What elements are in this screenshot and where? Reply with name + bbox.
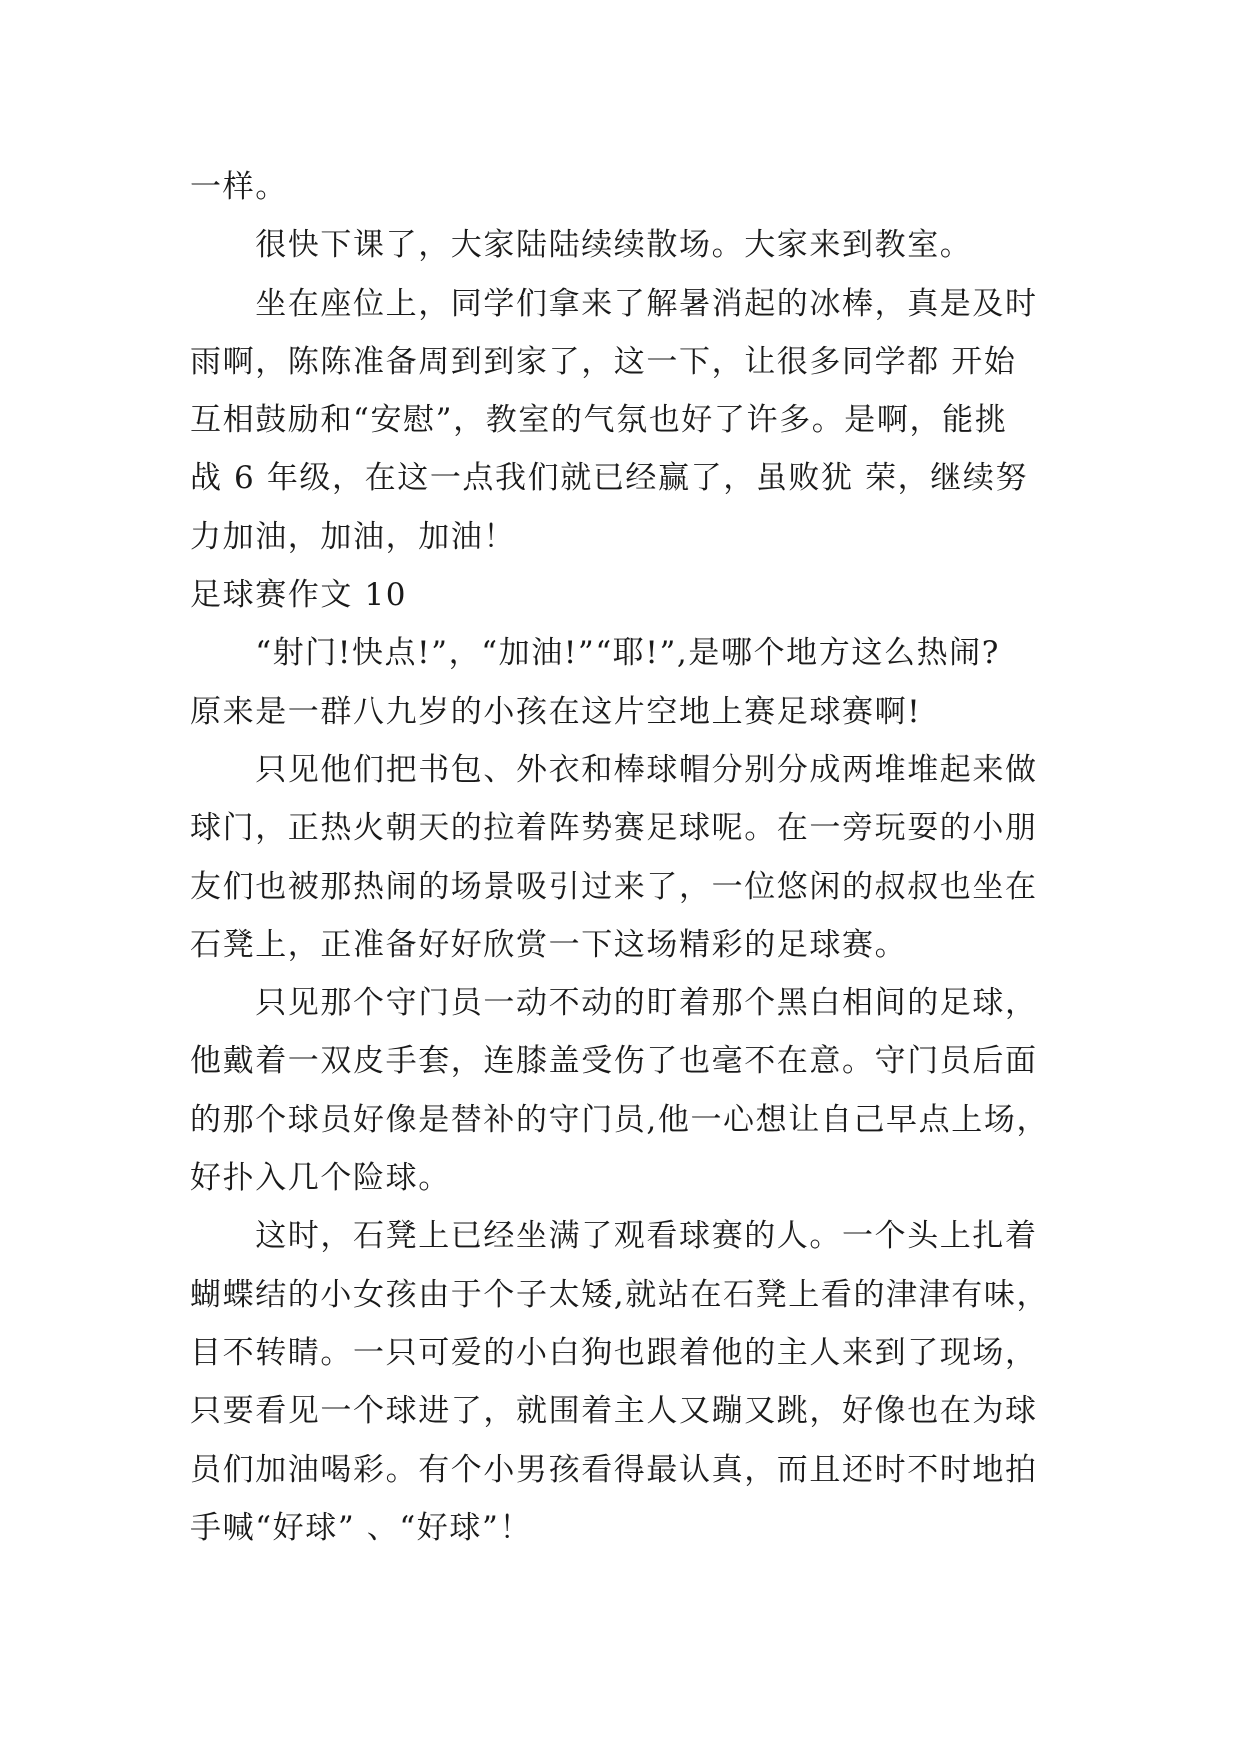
text-line: “射门!快点!”，“加油!”“耶!”,是哪个地方这么热闹? [190, 635, 1000, 672]
text-line: 只见那个守门员一动不动的盯着那个黑白相间的足球， [190, 985, 1038, 1022]
text-line: 一样。 [190, 169, 288, 205]
text-line: 球门，正热火朝天的拉着阵势赛足球呢。在一旁玩耍的小朋 [190, 810, 1038, 847]
text-line: 友们也被那热闹的场景吸引过来了，一位悠闲的叔叔也坐在 [190, 868, 1038, 905]
text-line: 只见他们把书包、外衣和棒球帽分别分成两堆堆起来做 [190, 751, 1038, 788]
essay-text [190, 158, 1060, 1557]
section-title: 足球赛作文 10 [190, 577, 408, 614]
text-line: 蝴蝶结的小女孩由于个子太矮,就站在石凳上看的津津有味， [190, 1276, 1050, 1313]
text-line: 好扑入几个险球。 [190, 1160, 451, 1197]
text-line: 原来是一群八九岁的小孩在这片空地上赛足球赛啊! [190, 693, 922, 730]
text-line: 目不转睛。一只可爱的小白狗也跟着他的主人来到了现场， [190, 1334, 1038, 1371]
text-line: 员们加油喝彩。有个小男孩看得最认真，而且还时不时地拍 [190, 1451, 1038, 1488]
text-line: 他戴着一双皮手套，连膝盖受伤了也毫不在意。守门员后面 [190, 1043, 1038, 1080]
text-line: 坐在座位上，同学们拿来了解暑消起的冰棒，真是及时 [190, 285, 1038, 322]
text-line: 的那个球员好像是替补的守门员,他一心想让自己早点上场， [190, 1101, 1050, 1138]
text-line: 手喊“好球” 、“好球”！ [190, 1509, 533, 1546]
text-line: 互相鼓励和“安慰”，教室的气氛也好了许多。是啊，能挑 [190, 402, 1008, 439]
text-line: 力加油，加油，加油！ [190, 518, 516, 555]
text-line: 石凳上，正准备好好欣赏一下这场精彩的足球赛。 [190, 926, 908, 963]
text-line: 雨啊，陈陈准备周到到家了，这一下，让很多同学都 开始 [190, 343, 1017, 380]
text-line: 这时，石凳上已经坐满了观看球赛的人。一个头上扎着 [190, 1218, 1038, 1255]
text-line: 很快下课了，大家陆陆续续散场。大家来到教室。 [190, 227, 973, 264]
text-line: 战 6 年级，在这一点我们就已经赢了，虽败犹 荣，继续努 [190, 460, 1029, 497]
text-line: 只要看见一个球进了，就围着主人又蹦又跳，好像也在为球 [190, 1393, 1038, 1430]
